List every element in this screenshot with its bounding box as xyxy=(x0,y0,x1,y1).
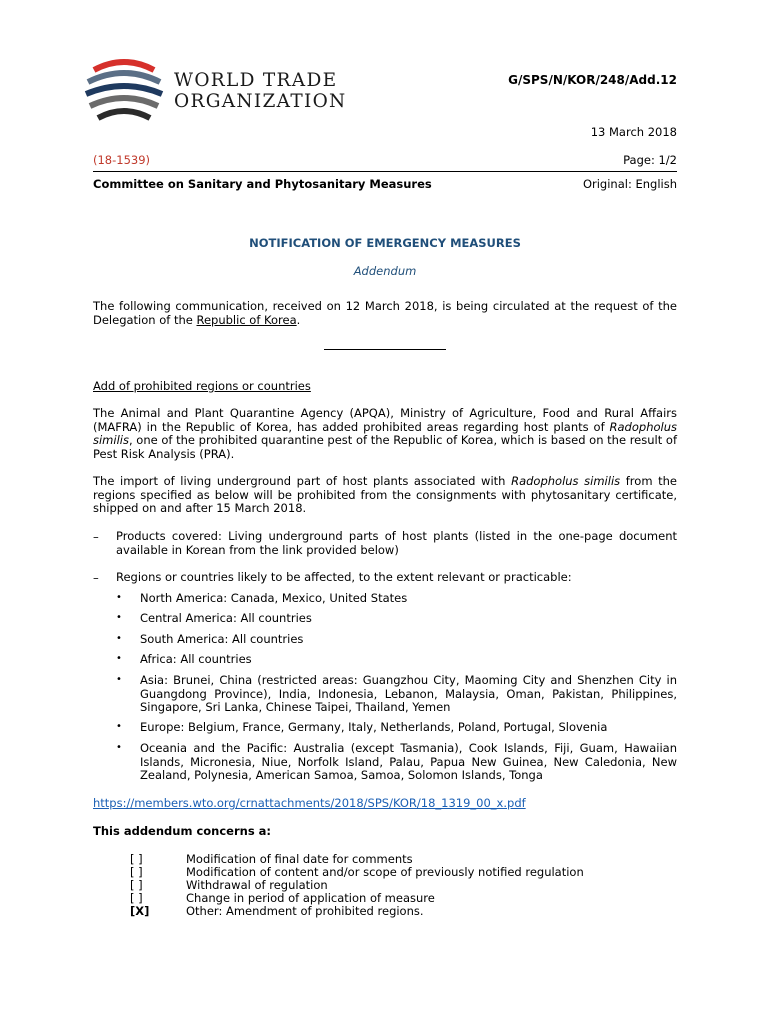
wto-logo xyxy=(84,56,347,128)
para2-text: The import of living underground part of host plants associated with xyxy=(93,474,512,488)
regions-affected: Regions or countries likely to be affected, to the extent relevant or practicable: xyxy=(116,570,572,584)
intro-end: . xyxy=(296,312,301,327)
section-heading: Add of prohibited regions or countries xyxy=(93,379,311,393)
para1-text-end: , one of the prohibited quarantine pest of the Republic of Korea, which is based on the result of Pest Risk Analysis (PRA). xyxy=(93,433,677,461)
intro-text: The following communication, received on 12 March 2018, is being circulated at the request of the Delegation of the xyxy=(93,299,677,327)
bullet-marker: • xyxy=(116,592,122,603)
region-item: North America: Canada, Mexico, United States xyxy=(140,591,408,605)
bullet-marker: • xyxy=(116,742,122,753)
page-number: Page: 1/2 xyxy=(623,153,677,167)
wto-logo-icon xyxy=(84,56,164,128)
republic-of-korea-link[interactable]: Republic of Korea xyxy=(196,312,297,327)
document-code: (18-1539) xyxy=(93,153,151,167)
apqa-paragraph xyxy=(93,407,677,461)
option-label: Other: Amendment of prohibited regions. xyxy=(186,904,424,918)
attachment-link[interactable]: https://members.wto.org/crnattachments/2018/SPS/KOR/18_1319_00_x.pdf xyxy=(93,796,526,810)
region-item: Asia: Brunei, China (restricted areas: Guangzhou City, Maoming City and Shenzhen City in Guangdong Province), India, Indonesia, Lebanon, Malaysia, Oman, Pakistan, Philippines, Singapore, Sri Lanka, Chinese Taipei, Thailand, Yemen xyxy=(140,673,677,714)
notification-title: NOTIFICATION OF EMERGENCY MEASURES xyxy=(249,236,521,250)
bullet-marker: • xyxy=(116,674,122,685)
species-name: Radopholus similis xyxy=(93,419,677,447)
products-covered: Products covered: Living underground parts of host plants (listed in the one-page document available in Korean from the link provided below) xyxy=(116,529,677,557)
checkbox-content-scope[interactable]: [ ] xyxy=(130,865,143,879)
header-divider xyxy=(93,171,677,172)
region-item: Central America: All countries xyxy=(140,611,312,625)
document-symbol: G/SPS/N/KOR/248/Add.12 xyxy=(508,73,677,87)
region-item: South America: All countries xyxy=(140,632,304,646)
committee-name: Committee on Sanitary and Phytosanitary Measures xyxy=(93,177,432,191)
bullet-marker: • xyxy=(116,721,122,732)
option-label: Withdrawal of regulation xyxy=(186,878,328,892)
notification-subtitle: Addendum xyxy=(353,264,417,278)
species-name: Radopholus similis xyxy=(511,474,621,488)
intro-paragraph xyxy=(93,300,677,327)
bullet-marker: • xyxy=(116,612,122,623)
checkbox-withdrawal[interactable]: [ ] xyxy=(130,878,143,892)
region-item: Africa: All countries xyxy=(140,652,252,666)
checkbox-other[interactable]: [X] xyxy=(130,904,150,918)
wto-logo-text xyxy=(174,70,347,112)
import-paragraph xyxy=(93,475,677,516)
original-language: Original: English xyxy=(582,177,677,191)
option-label: Modification of final date for comments xyxy=(186,852,413,866)
option-label: Change in period of application of measure xyxy=(186,891,435,905)
org-line2: ORGANIZATION xyxy=(174,91,347,112)
checkbox-period-change[interactable]: [ ] xyxy=(130,891,143,905)
bullet-marker: • xyxy=(116,653,122,664)
dash-marker: – xyxy=(93,571,99,585)
separator-line xyxy=(324,349,446,350)
org-line1: WORLD TRADE xyxy=(174,70,338,91)
region-item: Oceania and the Pacific: Australia (except Tasmania), Cook Islands, Fiji, Guam, Hawaiian Islands, Micronesia, Niue, Norfolk Island, Palau, Papua New Guinea, New Caledonia, New Zealand, Polynesia, American Samoa, Samoa, Solomon Islands, Tonga xyxy=(140,741,677,782)
para2-text-end: from the regions specified as below will be prohibited from the consignments with phytosanitary certificate, shipped on and after 15 March 2018. xyxy=(93,474,678,515)
region-item: Europe: Belgium, France, Germany, Italy, Netherlands, Poland, Portugal, Slovenia xyxy=(140,720,608,734)
option-label: Modification of content and/or scope of previously notified regulation xyxy=(186,865,584,879)
para1-text: The Animal and Plant Quarantine Agency (APQA), Ministry of Agriculture, Food and Rural Affairs (MAFRA) in the Republic of Korea, has added prohibited areas regarding host plants of xyxy=(93,406,677,434)
concerns-heading: This addendum concerns a: xyxy=(93,824,272,838)
checkbox-final-date[interactable]: [ ] xyxy=(130,852,143,866)
dash-marker: – xyxy=(93,530,99,544)
document-date: 13 March 2018 xyxy=(590,125,677,139)
bullet-marker: • xyxy=(116,633,122,644)
